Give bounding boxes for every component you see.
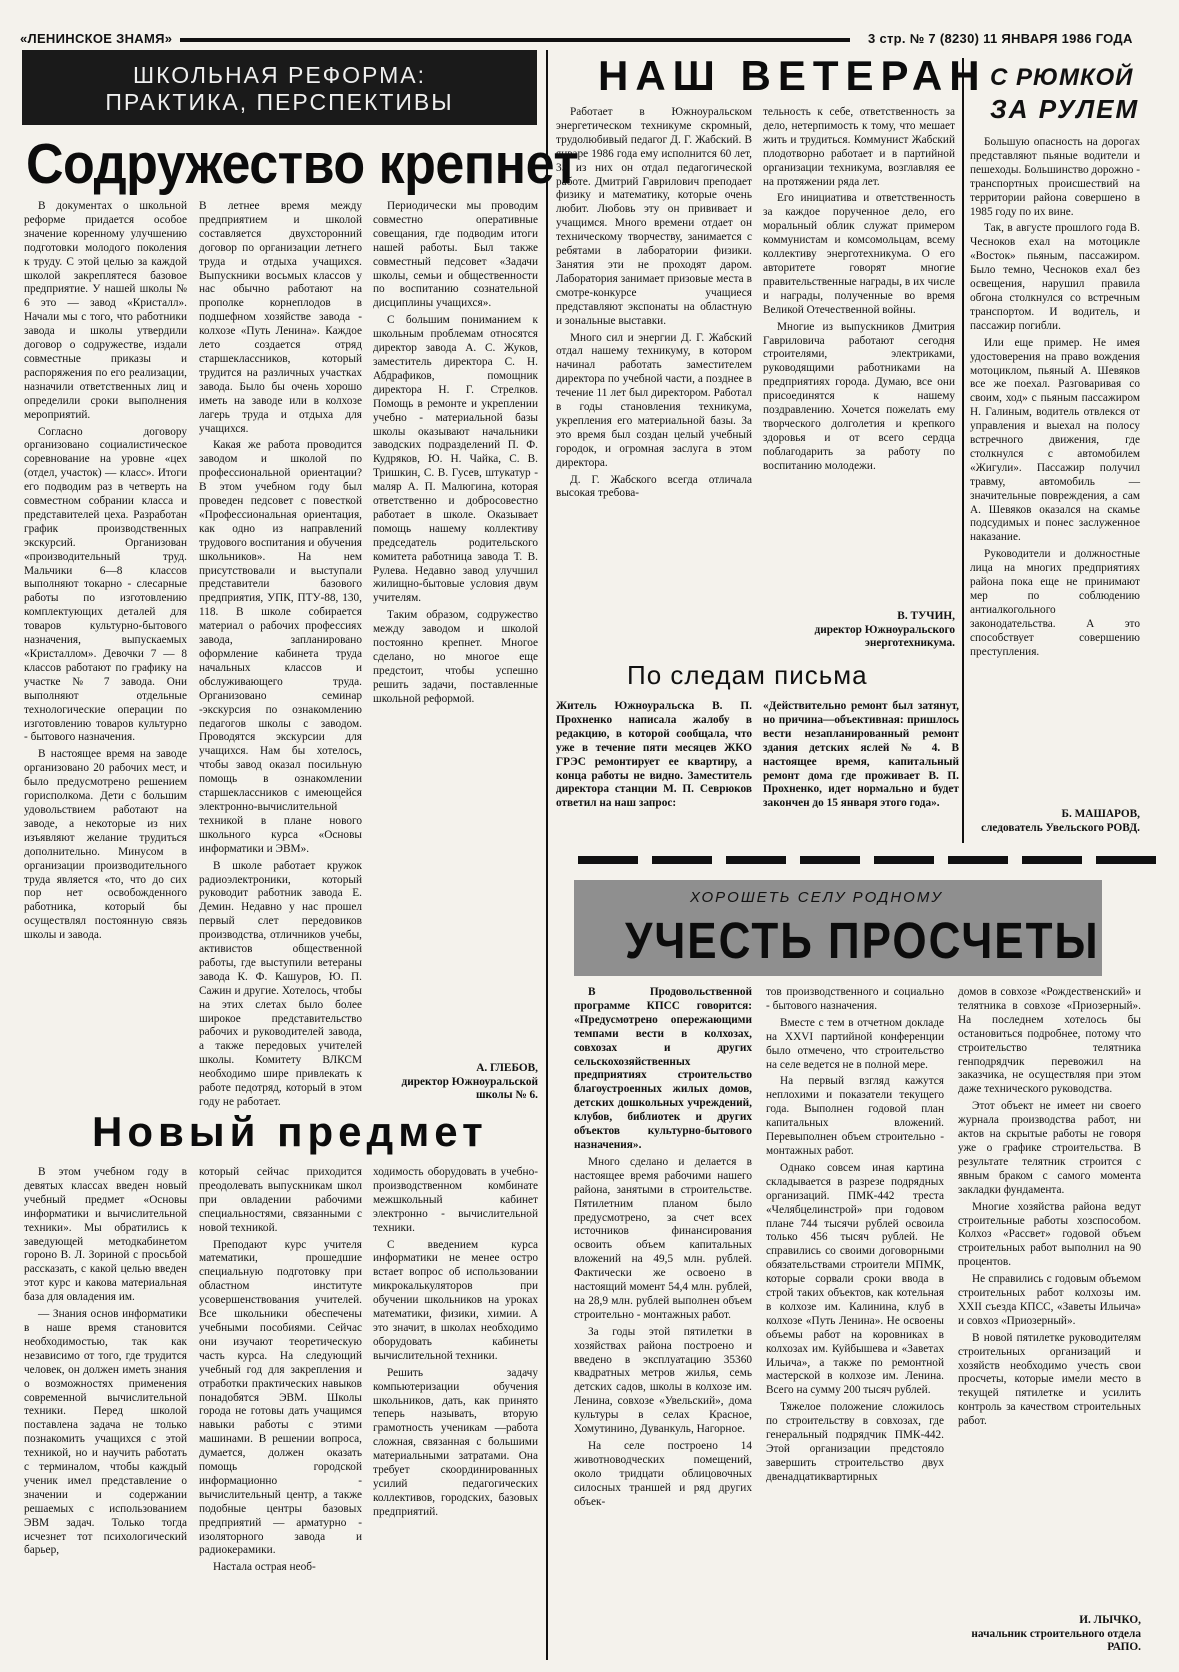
school-col-2: В летнее время между предприятием и школой составляется двухсторонний договор по организации летнего труда и отдыха учащихся. Выпускники восьмых классов у нас обычно работают на прополке корнеплодов в подшефном хозяйстве завода - колхозе «Путь Ленина». Каждое лето создается отряд старшеклассников, который трудится на различных участках завода. Было бы очень хорошо иметь на заводе или в колхозе лагерь труда и отдыха для учащихся. Какая же работа проводится заводом и школой по профессиональной ориентации? В этом учебном году был проведен педсовет с повесткой «Профессиональная ориентация, как одно из направлений трудового воспитания и обучения школьников». На нем присутствовали и выступали представители базового предприятия, УПК, ПТУ-88, 130, 118. В школе собирается материал о рабочих профессиях завода, запланировано оформление кабинета труда начальных классов и обслуживающего труда. Организовано семинар -экскурсия по ознакомлению педагогов школы с заводом. Проводятся экскурсии для учащихся. Нам бы хотелось, чтобы завод оказал посильную помощь в ознакомлении старшеклассников с имеющейся электронно-вычислительной техникой в плане нового школьного курса «Основы информатики и ЭВМ». В школе работает кружок радиоэлектроники, который руководит работник завода Е. Демин. Недавно у нас прошел первый слет передовиков производства, отличников учебы, активистов общественной работы, где выступили ветераны завода К. Ф. Кашуров, Ю. П. Сажин и другие. Хотелось, чтобы на этих слетах было более широкое представительство рабочих и руководителей завода, а также передовых учителей школы. Комитету ВЛКСМ необходимо шире привлекать к работе педотряд, который в этом году не работает. xyxy=(199,200,362,1108)
veteran-col-2: тельность к себе, ответственность за дело, нетерпимость к тому, что мешает жить и трудиться. Коммунист Жабский плодотворно работает и в партийной организации техникума, возглавляя ее на протяжении ряда лет. Его инициатива и ответственность за каждое порученное дело, его моральный облик служат примером коммунистам и комсомольцам, всему коллективу энерготехникума. О его авторитете говорят многие правительственные награды, в их числе и награды, полученные во время Великой Отечественной войны. Многие из выпускников Дмитрия Гавриловича работают сегодня строителями, электриками, руководящими работниками на предприятиях города. Думаю, все они присоединятся к нашему поздравлению. Хочется пожелать ему творческого долголетия и крепкого здоровья и от всего сердца поблагодарить за работу по воспитанию молодежи. xyxy=(763,106,955,472)
veteran-signature: В. ТУЧИН, директор Южноуральского энерготехникума. xyxy=(814,610,955,649)
village-col-1: В Продовольственной программе КПСС говорится: «Предусмотрено опережающими темпами вести в колхозах, совхозах и других сельскохозяйственных предприятиях строительство благоустроенных жилых домов, детских дошкольных учреждений, клубов, библиотек и других объектов культурно-бытового назначения». Много сделано и делается в настоящее время рабочими нашего района, занятыми в строительстве. Пятилетним планом было предусмотрено, за счет всех источников финансирования освоить объем капитальных вложений на 49,5 млн. рублей. Фактически же освоено в настоящий момент 54,4 млн. рублей, на 28,9 млн. рублей выполнен объем строительно - монтажных работ. За годы этой пятилетки в хозяйствах района построено и введено в эксплуатацию 35360 квадратных метров жилья, семь детских садов, школы в колхозе им. Ленина, совхозе «Увельский», дома культуры в селах Красное, Хомутинино, Дуванкуль, Нагорное. На селе построено 14 животноводческих помещений, около тридцати облицовочных силосных траншей и ряд других объек- xyxy=(574,986,752,1508)
headline-za-rulem: ЗА РУЛЕМ xyxy=(990,94,1140,124)
banner-line-1: ШКОЛЬНАЯ РЕФОРМА: xyxy=(132,62,427,88)
subject-col-3: ходимость оборудовать в учебно-производственном комбинате межшкольный кабинет электронно - вычислительной техники. С введением курса информатики не менее остро встает вопрос об использовании микрокалькуляторов при обучении школьников на уроках математики, физики, химии. А это значит, в школах необходимо оборудовать кабинеты вычислительной техники. Решить задачу компьютеризации обучения школьников, дать, как принято теперь называть, вторую грамотность ученикам —работа сложная, связанная с большими материальными затратами. Она требует скоординированных усилий педагогических коллективов, городских, базовых предприятий. xyxy=(373,1166,538,1518)
veteran-col-1: Работает в Южноуральском энергетическом техникуме скромный, трудолюбивый педагог Д. Г. Жабский. В январе 1986 года ему исполнится 60 лет, 35 из них он отдал педагогической работе. Дмитрий Гаврилович преподает физику и математику, которые очень любит. Любовь эту он прививает и учащимся. Много времени отдает он техническому творчеству, занимается с ребятами в лаборатории физики. Занятия эти не проходят даром. Лаборатория занимает призовые места в смотре-конкурсе учащиеся представляют экспонаты на областную и зональные выставки. Много сил и энергии Д. Г. Жабский отдал нашему техникуму, в котором начинал работать заместителем директора по учебной части, а позднее в течение 11 лет был директором. Работал в годы становления техникума, укрепления его материальной базы. За это время был создан целый учебный городок, и огромная заслуга в этом директора. Д. Г. Жабского всегда отличала высокая требова- xyxy=(556,106,752,500)
letter-col-2: «Действительно ремонт был затянут, но причина—объективная: пришлось вести незапланированный ремонт здания детских яслей № 4. В настоящее время, капитальный ремонт дома где проживает В. П. Прохненко, идет нормально и будет закончен до 15 января этого года». xyxy=(763,700,959,810)
drink-signature: Б. МАШАРОВ, следователь Увельского РОВД. xyxy=(981,808,1140,834)
headline-nash-veteran: НАШ ВЕТЕРАН xyxy=(598,52,987,99)
banner-line-2: ПРАКТИКА, ПЕРСПЕКТИВЫ xyxy=(105,89,454,115)
school-reform-banner xyxy=(22,50,537,125)
headline-sodruzhestvo: Содружество крепнет xyxy=(26,133,579,196)
issue-info: 3 стр. № 7 (8230) 11 ЯНВАРЯ 1986 ГОДА xyxy=(868,31,1133,46)
village-col-2: тов производственного и социально - бытового назначения. Вместе с тем в отчетном докладе на XXVI партийной конференции было отмечено, что строительство на селе ведется не в полной мере. На первый взгляд кажутся неплохими и показатели текущего года. Выполнен годовой план капитальных вложений. Перевыполнен объем строительно - монтажных работ. Однако совсем иная картина складывается в разрезе подрядных организаций. ПМК-442 треста «Челябцелинстрой» при годовом плане 744 тысячи рублей освоила только 456 тысяч рублей. Не справились со своими договорными обязательствами строители МПМК, которые сорвали сроки ввода в строй таких объектов, как котельная в колхозе им. Калинина, клуб в колхозе «Путь Ленина». Не освоены объемы работ на коровниках в колхозах им. Куйбышева и «Заветах Ильича», а также по ремонтной мастерской в колхозе им. Ленина. Всего на сумму 200 тысяч рублей. Тяжелое положение сложилось по строительству в совхозах, где генеральный подрядчик ПМК-442. Этой организации предстояло завершить строительство двух двенадцатиквартирных xyxy=(766,986,944,1483)
village-rubric: ХОРОШЕТЬ СЕЛУ РОДНОМУ xyxy=(690,889,943,906)
school-col-3: Периодически мы проводим совместно оперативные совещания, где подводим итоги нашей работы. Был также совместный педсовет «Задачи школы, семьи и общественности по воспитанию сознательной дисциплины учащихся». С большим пониманием к школьным проблемам относятся директор завода А. С. Жуков, заместитель директора С. Н. Абдрафиков, помощник директора Н. Г. Стрелков. Помощь в ремонте и укреплении учебно - материальной базы школы оказывают начальники заводских подразделений П. Ф. Кудряков, Ю. Н. Чайка, С. В. Тришкин, С. В. Гусев, штукатур - маляр А. П. Малюгина, которая ответственно и добросовестно работает в школе. Оказывает помощь нашему коллективу председатель родительского комитета работница завода Т. В. Рулева. Недавно завод улучшил жилищно-бытовые условия двум учителям. Таким образом, содружество между заводом и школой постоянно крепнет. Многое сделано, но многое еще предстоит, чтобы успешно решить задачи, поставленные школьной реформой. xyxy=(373,200,538,705)
headline-s-ryumkoy: С РЮМКОЙ xyxy=(990,64,1134,91)
drink-col: Большую опасность на дорогах представляют пьяные водители и пешеходы. Большинство дорожно - транспортных происшествий на территории района совершено в 1985 году по их вине. Так, в августе прошлого года В. Чесноков ехал на мотоцикле «Восток» пьяным, пассажиром. Было темно, Чесноков ехал без освещения, нарушил правила обгона столкнулся со встречным транспортом. И водитель, и пассажир погибли. Или еще пример. Не имея удостоверения на право вождения мотоциклом, пьяный А. Шевяков все же поехал. Разговаривая со своим, ход» с пьяным пассажиром Н. Галиным, водитель отвлекся от управления и выехал на полосу встречного движения, где столкнулся с автомобилем «Жигули». Пассажир получил травму, автомобиль — значительные повреждения, а сам А. Шевяков оказался на скамье подсудимых и понес заслуженное наказание. Руководители и должностные лица на многих предприятиях района пока еще не принимают мер по соблюдению антиалкогольного законодательства. А это способствует совершению преступления. xyxy=(970,136,1140,658)
paper-name: «ЛЕНИНСКОЕ ЗНАМЯ» xyxy=(20,31,173,46)
headline-po-sledam-pisma: По следам письма xyxy=(627,660,868,690)
subject-col-1: В этом учебном году в девятых классах введен новый учебный предмет «Основы информатики и вычислительной техники». Мы обратились к заведующей методкабинетом гороно В. Л. Зориной с просьбой рассказать, с какой целью введен этот курс и какова материальная база для овладения им. — Знания основ информатики в наше время становится необходимостью, так как независимо от того, где трудится человек, он должен иметь знания о возможностях применения современной вычислительной техники. Перед школой поставлена задача не только познакомить учащихся с этой техникой, но и научить работать с терминалом, чтобы каждый ученик имел представление о значении и содержании решаемых с использованием ЭВМ задач. Только тогда исчезнет тот психологический барьер, xyxy=(24,1166,187,1557)
school-signature: А. ГЛЕБОВ, директор Южноуральской школы № 6. xyxy=(401,1062,538,1101)
column-rule-right xyxy=(962,58,964,843)
masthead-rule xyxy=(180,38,850,42)
village-col-3: домов в совхозе «Рождественский» и телятника в совхозе «Приозерный». На последнем хотелось бы остановиться подробнее, потому что строительство телятника генподрядчик перевожил на заказчика, не осуществляя при этом даже технического руководства. Этот объект не имеет ни своего журнала производства работ, ни актов на скрытые работы не говоря уже о графике строительства. В результате телятник строится с явным браком с самого момента закладки фундамента. Многие хозяйства района ведут строительные работы хозспособом. Колхоз «Рассвет» годовой объем строительных работ выполнил на 90 процентов. Не справились с годовым объемом строительных работ колхозы им. XXII съезда КПСС, «Заветы Ильича» и совхоз «Приозерный». В новой пятилетке руководителям строительных организаций и хозяйств необходимо учесть свои просчеты, которые имели место в текущей пятилетке и усилить контроль за качеством строительных работ. xyxy=(958,986,1141,1428)
village-signature: И. ЛЫЧКО, начальник строительного отдела РАПО. xyxy=(971,1614,1141,1653)
headline-uchest-proschety: УЧЕСТЬ ПРОСЧЕТЫ xyxy=(625,913,1100,970)
subject-col-2: который сейчас приходится преодолевать выпускникам школ при овладении рабочими специальностями, связанными с новой техникой. Преподают курс учителя математики, прошедшие специальную подготовку при областном институте усовершенствования учителей. Все школьники обеспечены учебными пособиями. Сейчас они изучают теоретическую часть курса. На следующий учебный год для закрепления и отработки практических навыков понадобятся ЭВМ. Школы города не готовы дать учащимся навыки работы с этими машинами. В решении вопроса, думается, должен оказать помощь городской информационно - вычислительный центр, а также подобные центры базовых предприятий — арматурно - изоляторного завода и радиокерамики. Настала острая необ- xyxy=(199,1166,362,1574)
school-col-1: В документах о школьной реформе придается особое значение коренному улучшению подготовки молодого поколения к труду. С этой целью за каждой школой закреплятеся базовое предприятие. У нашей школы № 6 это — завод «Кристалл». Начали мы с того, что работники завода и школы утвердили договор о содружестве, издали совместные приказы и распоряжения по его реализации, назначили ответственных лиц и определили сроки выполнения мероприятий. Согласно договору организовано социалистическое соревнование на уровне «цех (отдел, участок) — класс». Итоги его подводим раз в четверть на совместном собрании класса и представителей цеха. Разработан график производственных экскурсий. Организован «производительный труд. Мальчики 6—8 классов выполняют токарно - слесарные работы по изготовлению комплектующих деталей для товаров культурно-бытового назначения, выпускаемых «Кристаллом». Девочки 7 — 8 классов работают по графику на участке № 7 завода. Они выполняют отдельные технологические операции по изготовлению товаров культурно - бытового назначения. В настоящее время на заводе организовано 20 рабочих мест, и было предусмотрено решением горисполкома. Дети с большим удовольствием работают на заводе, а некоторые из них изъявляют желание трудиться дополнительно. Минусом в организации производительного труда является «то, что до сих пор нет освобожденного работника, который бы осуществлял постоянную связь школы и завода. xyxy=(24,200,187,942)
letter-col-1: Житель Южноуральска В. П. Прохненко написала жалобу в редакцию, в которой сообщала, что уже в течение пяти месяцев ЖКО ГРЭС ремонтирует ее квартиру, а конца работы не видно. Заместитель директора станции М. П. Севрюков ответил на наш запрос: xyxy=(556,700,752,810)
column-rule-main xyxy=(546,50,548,1660)
headline-novyi-predmet: Новый предмет xyxy=(92,1108,488,1155)
dashed-separator xyxy=(578,856,1156,864)
